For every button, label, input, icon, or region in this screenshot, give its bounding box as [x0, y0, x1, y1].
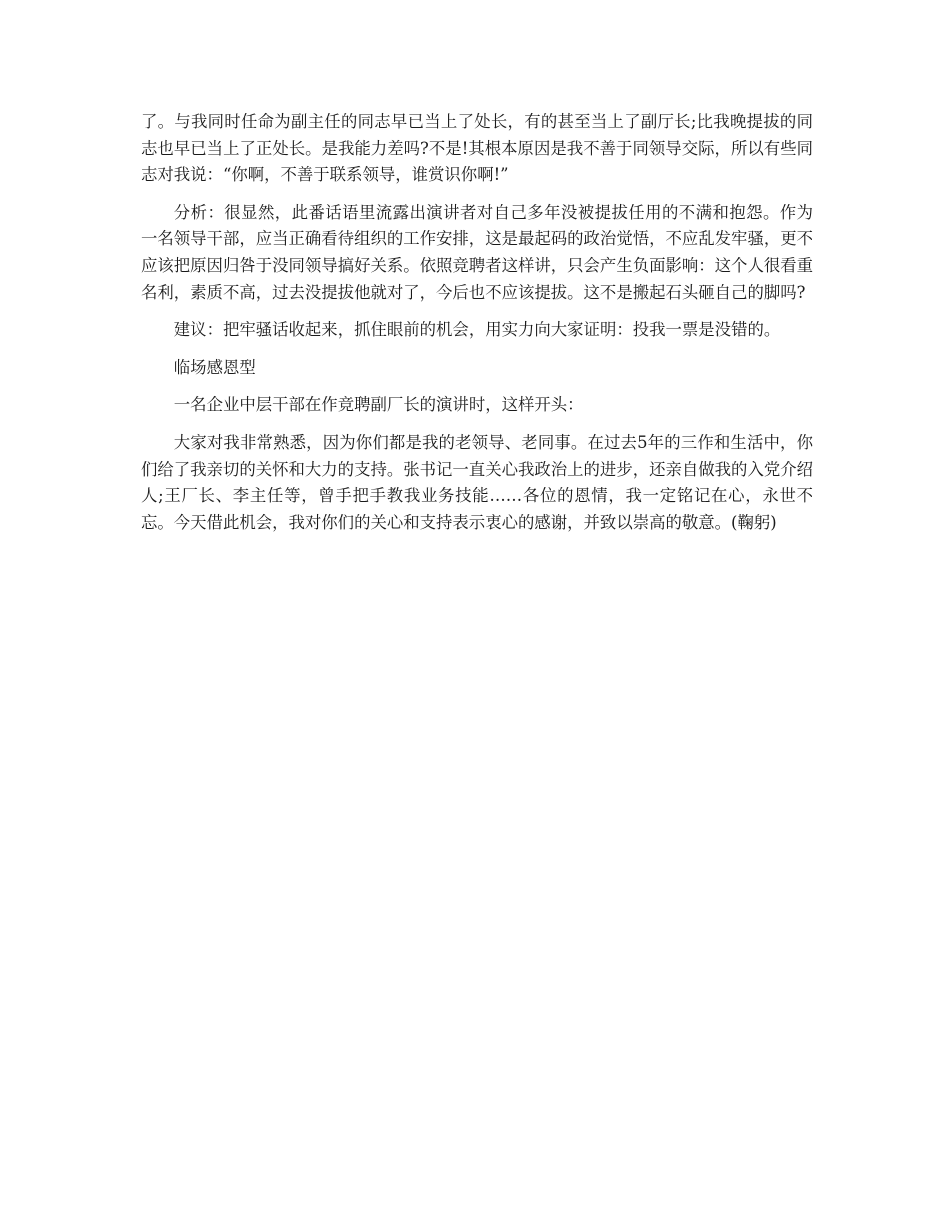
section-heading: 临场感恩型 [173, 357, 256, 377]
paragraph-intro: 一名企业中层干部在作竞聘副厂长的演讲时，这样开头： [173, 395, 584, 415]
paragraph-suggestion: 建议：把牢骚话收起来，抓住眼前的机会，用实力向大家证明：投我一票是没错的。 [173, 320, 781, 340]
paragraph-speech-example: 大家对我非常熟悉，因为你们都是我的老领导、老同事。在过去5年的三作和生活中，你们给了我亲切的关怀和大力的支持。张书记一直关心我政治上的进步，还亲自做我的入党介绍人;王厂长、李主任等，曾手把手教我业务技能……各位的恩情，我一定铭记在心，永世不忘。今天借此机会，我对你们的关心和支持表示衷心的感谢，并致以崇高的敬意。(鞠躬) [141, 432, 814, 532]
paragraph-analysis: 分析：很显然，此番话语里流露出演讲者对自己多年没被提拔任用的不满和抱怨。作为一名领导干部，应当正确看待组织的工作安排，这是最起码的政治觉悟，不应乱发牢骚，更不应该把原因归咎于没同领导搞好关系。依照竞聘者这样讲，只会产生负面影响：这个人很看重名利，素质不高，过去没提拔他就对了，今后也不应该提拔。这不是搬起石头砸自己的脚吗? [141, 202, 814, 302]
document-body [141, 109, 813, 547]
paragraph-continuation: 了。与我同时任命为副主任的同志早已当上了处长，有的甚至当上了副厅长;比我晚提拔的同志也早已当上了正处长。是我能力差吗?不是!其根本原因是我不善于同领导交际，所以有些同志对我说：“你啊，不善于联系领导，谁赏识你啊!” [141, 112, 813, 185]
